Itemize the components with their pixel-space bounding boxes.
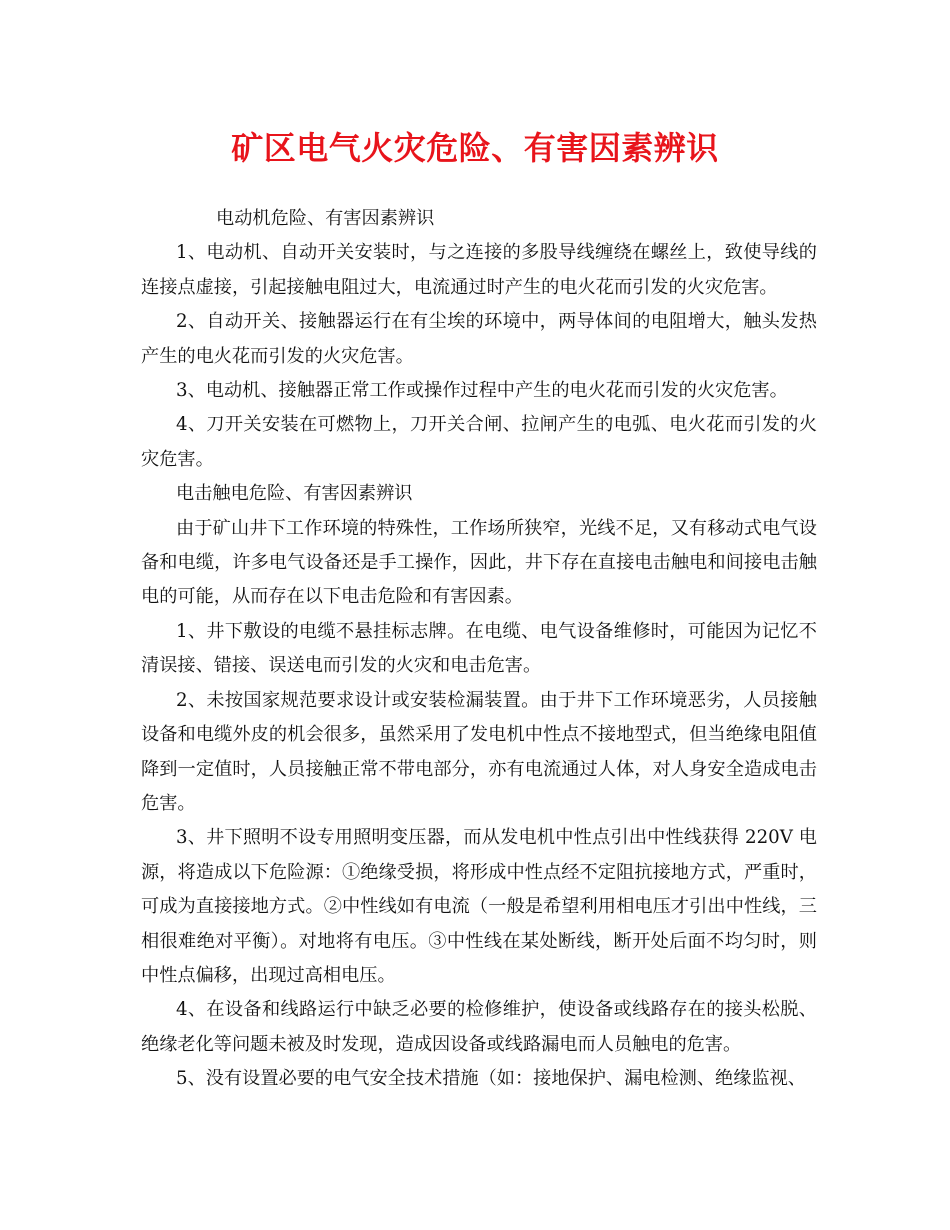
paragraph: 1、井下敷设的电缆不悬挂标志牌。在电缆、电气设备维修时，可能因为记忆不清误接、错接、误送电而引发的火灾和电击危害。 [141,620,817,677]
paragraph: 4、在设备和线路运行中缺乏必要的检修维护，使设备或线路存在的接头松脱、绝缘老化等问题未被及时发现，造成因设备或线路漏电而人员触电的危害。 [141,999,817,1055]
paragraph: 5、没有设置必要的电气安全技术措施（如：接地保护、漏电检测、绝缘监视、 [176,1068,806,1090]
document-title: 矿区电气火灾危险、有害因素辨识 [231,129,719,167]
paragraph: 2、未按国家规范要求设计或安装检漏装置。由于井下工作环境恶劣，人员接触设备和电缆外皮的机会很多，虽然采用了发电机中性点不接地型式，但当绝缘电阻值降到一定值时，人员接触正常不带电部分，亦有电流通过人体，对人身安全造成电击危害。 [141,689,817,814]
paragraph: 由于矿山井下工作环境的特殊性，工作场所狭窄，光线不足，又有移动式电气设备和电缆，许多电气设备还是手工操作，因此，井下存在直接电击触电和间接电击触电的可能，从而存在以下电击危险和有害因素。 [141,517,817,608]
paragraph: 4、刀开关安装在可燃物上，刀开关合闸、拉闸产生的电弧、电火花而引发的火灾危害。 [141,414,817,470]
paragraph: 2、自动开关、接触器运行在有尘埃的环境中，两导体间的电阻增大，触头发热产生的电火花而引发的火灾危害。 [141,311,817,367]
section-heading-motor: 电动机危险、有害因素辨识 [216,208,435,229]
section-heading-shock: 电击触电危险、有害因素辨识 [176,483,413,505]
paragraph: 1、电动机、自动开关安装时，与之连接的多股导线缠绕在螺丝上，致使导线的连接点虚接，引起接触电阻过大，电流通过时产生的电火花而引发的火灾危害。 [141,242,817,298]
document-body [141,202,817,1097]
paragraph: 3、电动机、接触器正常工作或操作过程中产生的电火花而引发的火灾危害。 [176,380,788,402]
paragraph: 3、井下照明不设专用照明变压器，而从发电机中性点引出中性线获得 220V 电源，将造成以下危险源：①绝缘受损，将形成中性点经不定阻抗接地方式，严重时，可成为直接接地方式。②中性线如有电流（一般是希望利用相电压才引出中性线，三相很难绝对平衡）。对地将有电压。③中性线在某处断线，断开处后面不均匀时，则中性点偏移，出现过高相电压。 [141,827,817,986]
